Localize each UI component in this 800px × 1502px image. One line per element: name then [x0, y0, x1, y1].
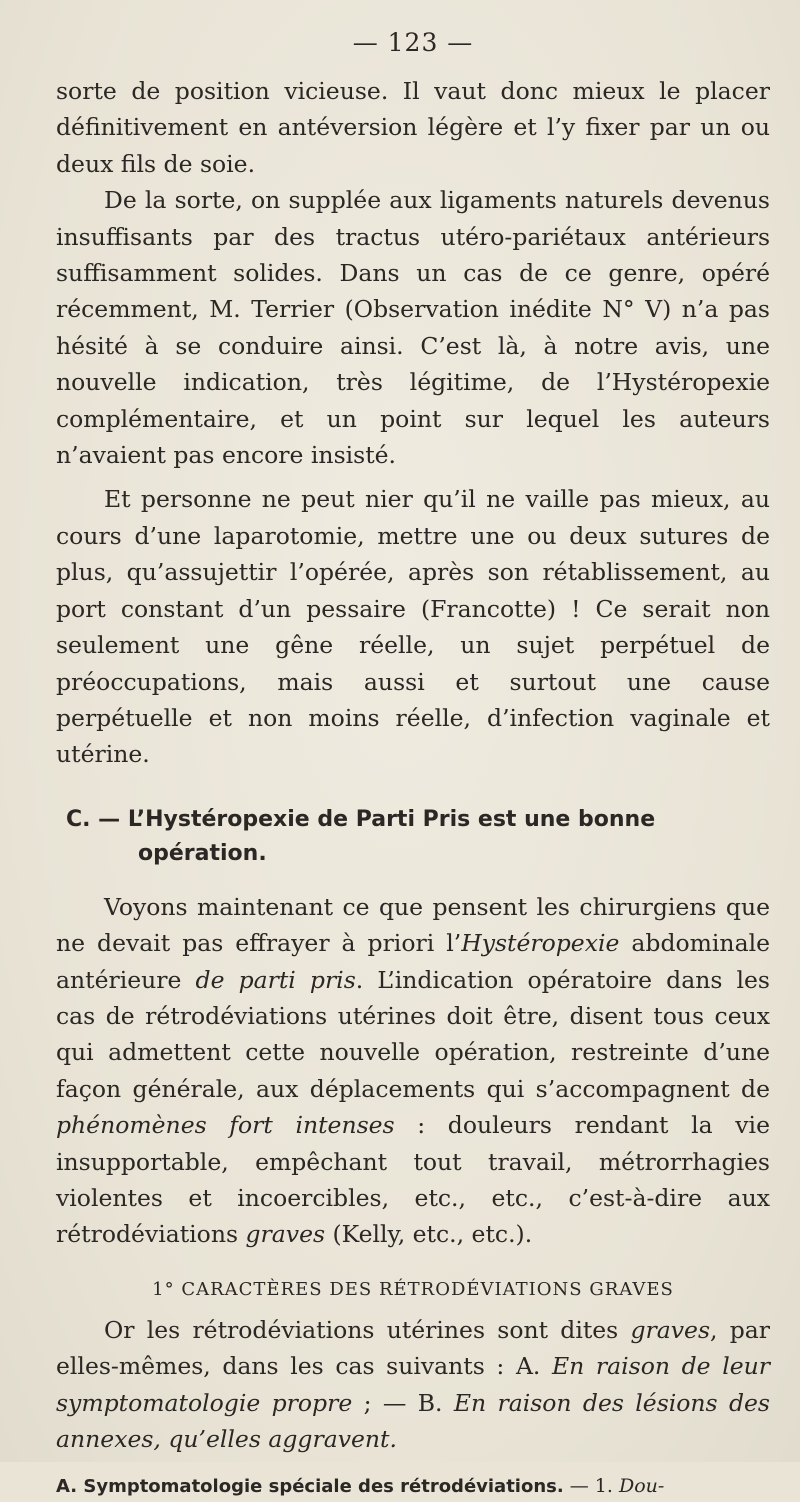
paragraph-4-text-a: Voyons maintenant ce que pensent les chirurgiens que ne devait pas effrayer à priori l’ [56, 892, 770, 958]
paragraph-5-italic-2: En raison de leur symptomatologie propre [56, 1352, 770, 1417]
section-heading-c [56, 803, 770, 871]
paragraph-5-text-b: , par elles-mêmes, dans les cas suivants : A. [56, 1315, 771, 1381]
subheading-caracteres: 1° CARACTÈRES DES RÉTRODÉVIATIONS GRAVES [152, 1278, 674, 1300]
paragraph-3: Et personne ne peut nier qu’il ne vaille pas mieux, au cours d’une laparotomie, mettre une ou deux sutures de plus, qu’assujettir l’opérée, après son rétablissement, au port constant d’un pessaire (Francotte) ! Ce serait non seulement une gêne réelle, un sujet perpétuel de préoccupations, mais aussi et surtout une cause perpétuelle et non moins réelle, d’infection vaginale et utérine. [56, 485, 770, 769]
page-content [56, 28, 770, 1502]
paragraph-4-text-e: (Kelly, etc., etc.). [325, 1220, 533, 1249]
paragraph-2: De la sorte, on supplée aux ligaments naturels devenus insuffisants par des tractus utéro-pariétaux antérieurs suffisamment solides. Dans un cas de ce genre, opéré récemment, M. Terrier (Observation inédite N° V) n’a pas hésité à se conduire ainsi. C’est là, à notre avis, une nouvelle indication, très légitime, de l’Hystéropexie complémentaire, et un point sur lequel les auteurs n’avaient pas encore insisté. [56, 186, 770, 470]
paragraph-4-text-b: abdominale antérieure [56, 929, 771, 994]
paragraph-1: sorte de position vicieuse. Il vaut donc mieux le placer définitivement en antéversion légère et l’y fixer par un ou deux fils de soie. [56, 77, 770, 178]
section-heading-c-line2: opération. [138, 840, 267, 866]
paragraph-5-text-a: Or les rétrodéviations utérines sont dites [104, 1315, 631, 1344]
paragraph-5-italic-3: En raison des lésions des annexes, qu’elles aggravent. [56, 1388, 770, 1453]
paragraph-4 [56, 889, 770, 1253]
paragraph-4-italic-4: graves [245, 1220, 326, 1249]
section-heading-c-line1: C. — L’Hystéropexie de Parti Pris est une bonne [66, 806, 656, 832]
paragraph-4-italic-1: Hystéropexie [461, 929, 620, 958]
footer-italic: Dou- [618, 1475, 665, 1498]
paragraph-4-italic-2: de parti pris [195, 965, 356, 994]
footer-rest: — 1. [563, 1475, 619, 1498]
paragraph-4-text-c: . L’indication opératoire dans les cas de rétrodéviations utérines doit être, disent tous ceux qui admettent cette nouvelle opération, restreinte d’une façon générale, aux déplacements qui s’accompagnent de [56, 965, 770, 1103]
page-number: — 123 — [352, 28, 474, 57]
paragraph-5 [56, 1312, 770, 1458]
paragraph-4-italic-3: phénomènes fort intenses [56, 1111, 395, 1140]
paragraph-5-text-c: ; — B. [352, 1388, 454, 1417]
paragraph-5-italic-1: graves [630, 1315, 711, 1344]
footer-line [56, 1471, 770, 1502]
footer-bold-heading: A. Symptomatologie spéciale des rétrodéviations. [56, 1476, 564, 1498]
paragraph-4-text-d: : douleurs rendant la vie insupportable, empêchant tout travail, métrorrhagies violentes et incoercibles, etc., etc., c’est-à-dire aux rétrodéviations [56, 1111, 770, 1249]
